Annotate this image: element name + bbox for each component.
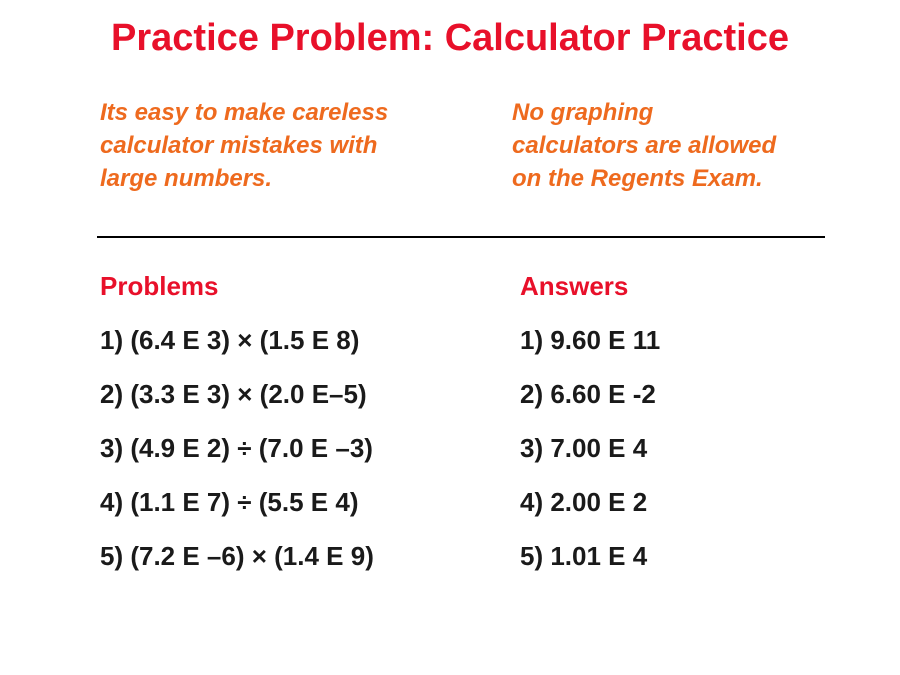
answer-item: 4) 2.00 E 2 xyxy=(520,487,648,517)
answer-item: 2) 6.60 E -2 xyxy=(520,379,656,409)
answer-item: 3) 7.00 E 4 xyxy=(520,433,648,463)
problems-heading: Problems xyxy=(100,271,219,301)
note-line: on the Regents Exam. xyxy=(512,165,763,192)
problem-item: 4) (1.1 E 7) ÷ (5.5 E 4) xyxy=(100,487,359,517)
answer-item: 1) 9.60 E 11 xyxy=(520,325,661,355)
answer-item: 5) 1.01 E 4 xyxy=(520,541,648,571)
note-line: No graphing xyxy=(512,99,654,126)
problem-item: 5) (7.2 E –6) × (1.4 E 9) xyxy=(100,541,374,571)
problem-item: 3) (4.9 E 2) ÷ (7.0 E –3) xyxy=(100,433,373,463)
note-line: calculator mistakes with xyxy=(100,132,378,159)
note-careless-mistakes xyxy=(100,96,388,195)
problem-item: 2) (3.3 E 3) × (2.0 E–5) xyxy=(100,379,367,409)
slide-title: Practice Problem: Calculator Practice xyxy=(111,17,789,59)
note-line: Its easy to make careless xyxy=(100,99,389,126)
note-line: calculators are allowed xyxy=(512,132,777,159)
divider-line xyxy=(97,236,825,238)
answers-list xyxy=(520,320,660,590)
note-no-graphing-calculators xyxy=(512,96,776,195)
answers-heading: Answers xyxy=(520,271,629,301)
note-line: large numbers. xyxy=(100,165,273,192)
problems-list xyxy=(100,320,374,590)
problem-item: 1) (6.4 E 3) × (1.5 E 8) xyxy=(100,325,360,355)
